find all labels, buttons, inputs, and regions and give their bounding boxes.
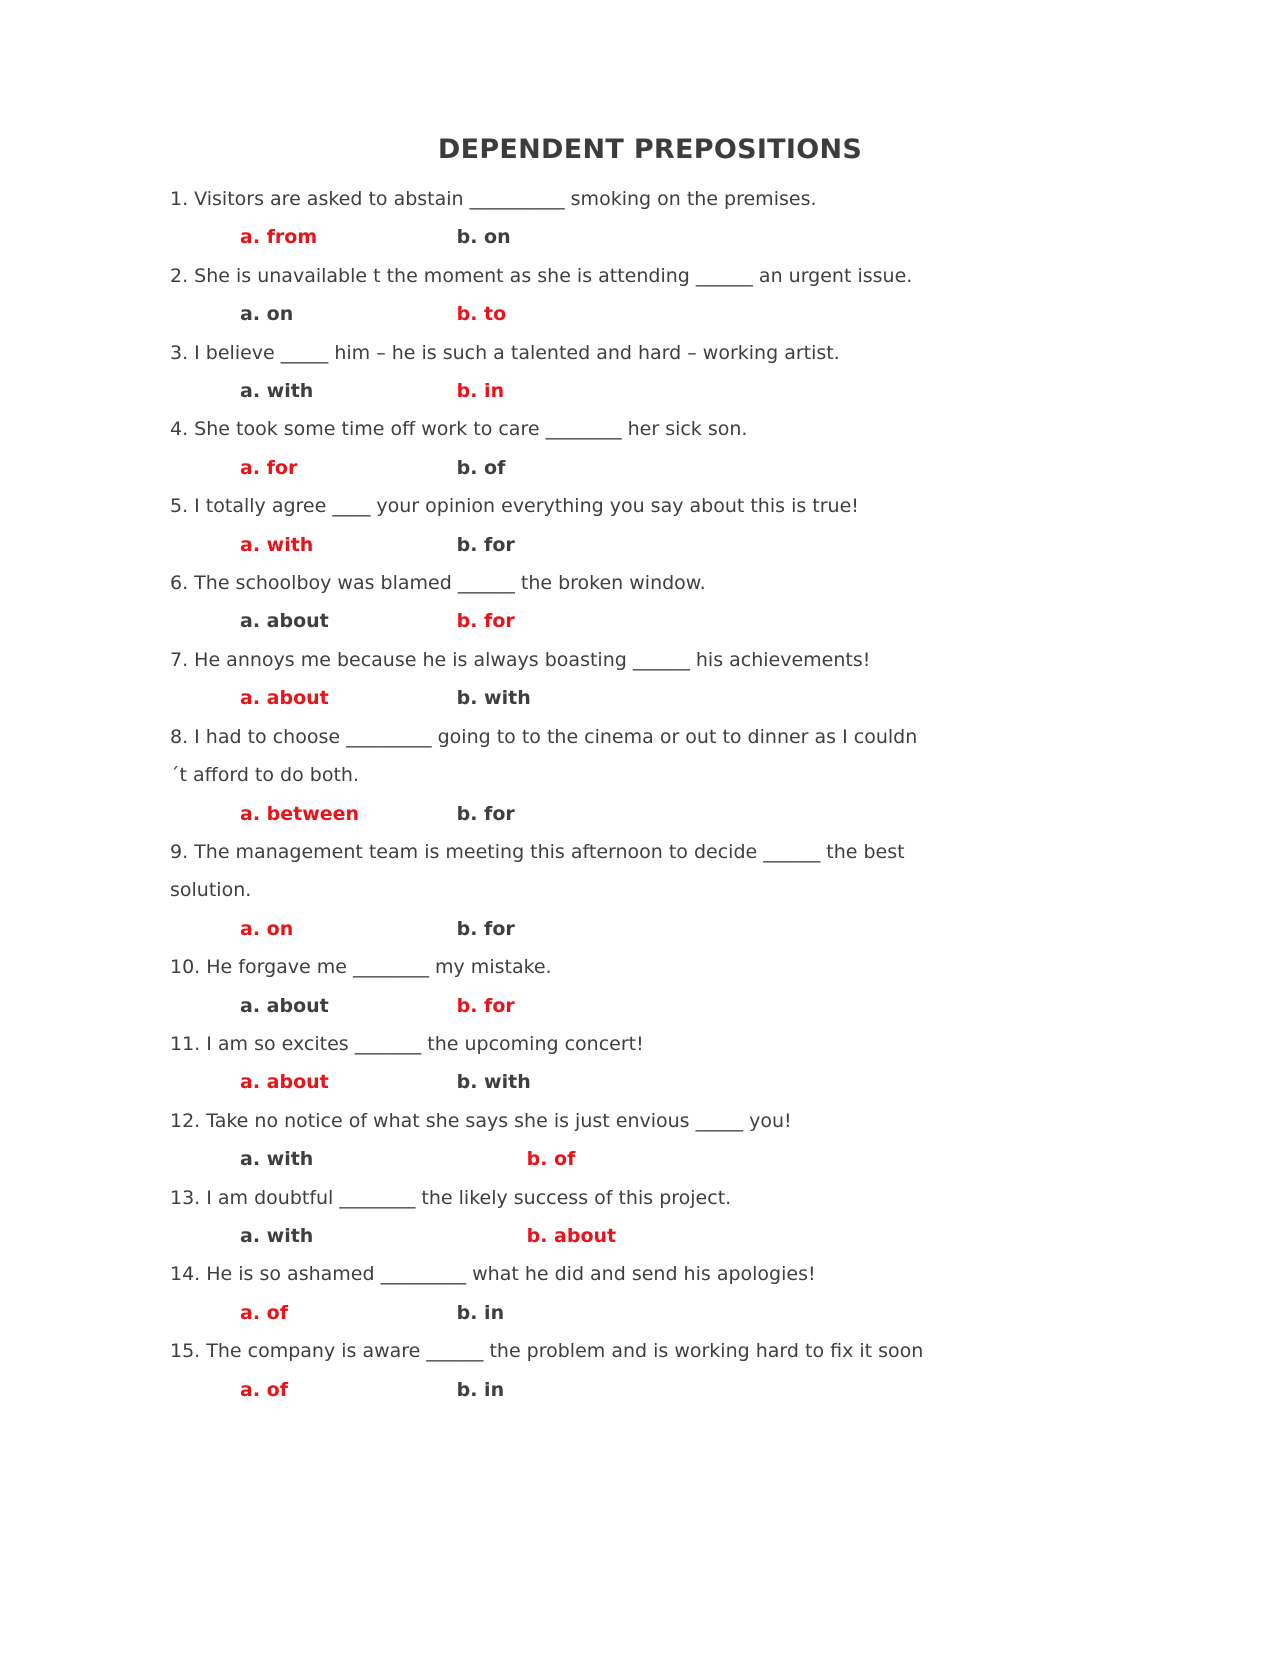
answer-row <box>170 910 1130 948</box>
answer-option-b: b. on <box>456 226 511 249</box>
answer-row <box>170 1140 1130 1178</box>
question-text: 14. He is so ashamed _________ what he did and send his apologies! <box>170 1263 816 1286</box>
question-text: 8. I had to choose _________ going to to the cinema or out to dinner as I couldn <box>170 725 918 748</box>
answer-option-a: a. on <box>240 917 294 940</box>
question-12 <box>170 1102 1130 1179</box>
question-text: 11. I am so excites _______ the upcoming concert! <box>170 1032 644 1055</box>
answer-option-b: b. with <box>456 687 531 710</box>
answer-row <box>170 372 1130 410</box>
question-text: 7. He annoys me because he is always boasting ______ his achievements! <box>170 648 871 671</box>
answer-option-a: a. between <box>240 802 360 825</box>
question-text: 12. Take no notice of what she says she is just envious _____ you! <box>170 1109 792 1132</box>
question-7 <box>170 641 1130 718</box>
answer-row <box>170 295 1130 333</box>
answer-row <box>170 218 1130 256</box>
answer-option-b: b. in <box>456 380 505 403</box>
question-9 <box>170 833 1130 948</box>
question-3 <box>170 334 1130 411</box>
question-6 <box>170 564 1130 641</box>
answer-option-a: a. about <box>240 610 329 633</box>
answer-option-a: a. on <box>240 303 294 326</box>
answer-row <box>170 987 1130 1025</box>
question-14 <box>170 1255 1130 1332</box>
answer-option-a: a. with <box>240 1148 314 1171</box>
answer-option-b: b. for <box>456 610 515 633</box>
answer-option-a: a. from <box>240 226 318 249</box>
answer-row <box>170 1371 1130 1409</box>
answer-option-b: b. for <box>456 994 515 1017</box>
question-8 <box>170 718 1130 833</box>
question-text: 1. Visitors are asked to abstain __________ smoking on the premises. <box>170 188 817 210</box>
answer-option-b: b. in <box>456 1378 505 1401</box>
answer-row <box>170 1217 1130 1255</box>
answer-option-b: b. with <box>456 1071 531 1094</box>
answer-row <box>170 526 1130 564</box>
question-text-line-2: ´t afford to do both. <box>170 764 359 787</box>
answer-option-b: b. of <box>456 456 506 479</box>
question-10 <box>170 948 1130 1025</box>
question-text: 9. The management team is meeting this afternoon to decide ______ the best <box>170 840 905 863</box>
question-text: 10. He forgave me ________ my mistake. <box>170 956 552 979</box>
answer-row <box>170 795 1130 833</box>
answer-option-b: b. for <box>456 802 515 825</box>
answer-option-a: a. about <box>240 994 329 1017</box>
question-text: 15. The company is aware ______ the problem and is working hard to fix it soon <box>170 1340 924 1363</box>
answer-option-b: b. about <box>526 1224 617 1247</box>
question-text: 4. She took some time off work to care ________ her sick son. <box>170 418 748 441</box>
answer-option-a: a. about <box>240 687 329 710</box>
answer-option-a: a. with <box>240 1224 314 1247</box>
answer-option-b: b. to <box>456 303 507 326</box>
answer-option-b: b. for <box>456 917 515 940</box>
answer-option-b: b. in <box>456 1301 505 1324</box>
answer-option-a: a. of <box>240 1378 288 1401</box>
answer-option-b: b. for <box>456 533 515 556</box>
answer-option-a: a. with <box>240 380 314 403</box>
question-text: 2. She is unavailable t the moment as she is attending ______ an urgent issue. <box>170 264 913 287</box>
question-text: 13. I am doubtful ________ the likely success of this project. <box>170 1186 732 1209</box>
answer-row <box>170 1294 1130 1332</box>
answer-option-a: a. for <box>240 456 298 479</box>
answer-option-a: a. of <box>240 1301 288 1324</box>
question-text-line-2: solution. <box>170 879 252 902</box>
answer-row <box>170 679 1130 717</box>
question-11 <box>170 1025 1130 1102</box>
question-15 <box>170 1332 1130 1409</box>
page-title: DEPENDENT PREPOSITIONS <box>437 134 863 165</box>
answer-row <box>170 1063 1130 1101</box>
answer-option-a: a. about <box>240 1071 329 1094</box>
question-5 <box>170 487 1130 564</box>
question-4 <box>170 410 1130 487</box>
answer-option-a: a. with <box>240 533 314 556</box>
answer-row <box>170 449 1130 487</box>
question-2 <box>170 257 1130 334</box>
question-1 <box>170 180 1130 257</box>
question-13 <box>170 1179 1130 1256</box>
question-text: 3. I believe _____ him – he is such a talented and hard – working artist. <box>170 341 840 364</box>
answer-option-b: b. of <box>526 1148 576 1171</box>
question-text: 6. The schoolboy was blamed ______ the broken window. <box>170 572 706 595</box>
question-text: 5. I totally agree ____ your opinion everything you say about this is true! <box>170 495 859 518</box>
answer-row <box>170 602 1130 640</box>
